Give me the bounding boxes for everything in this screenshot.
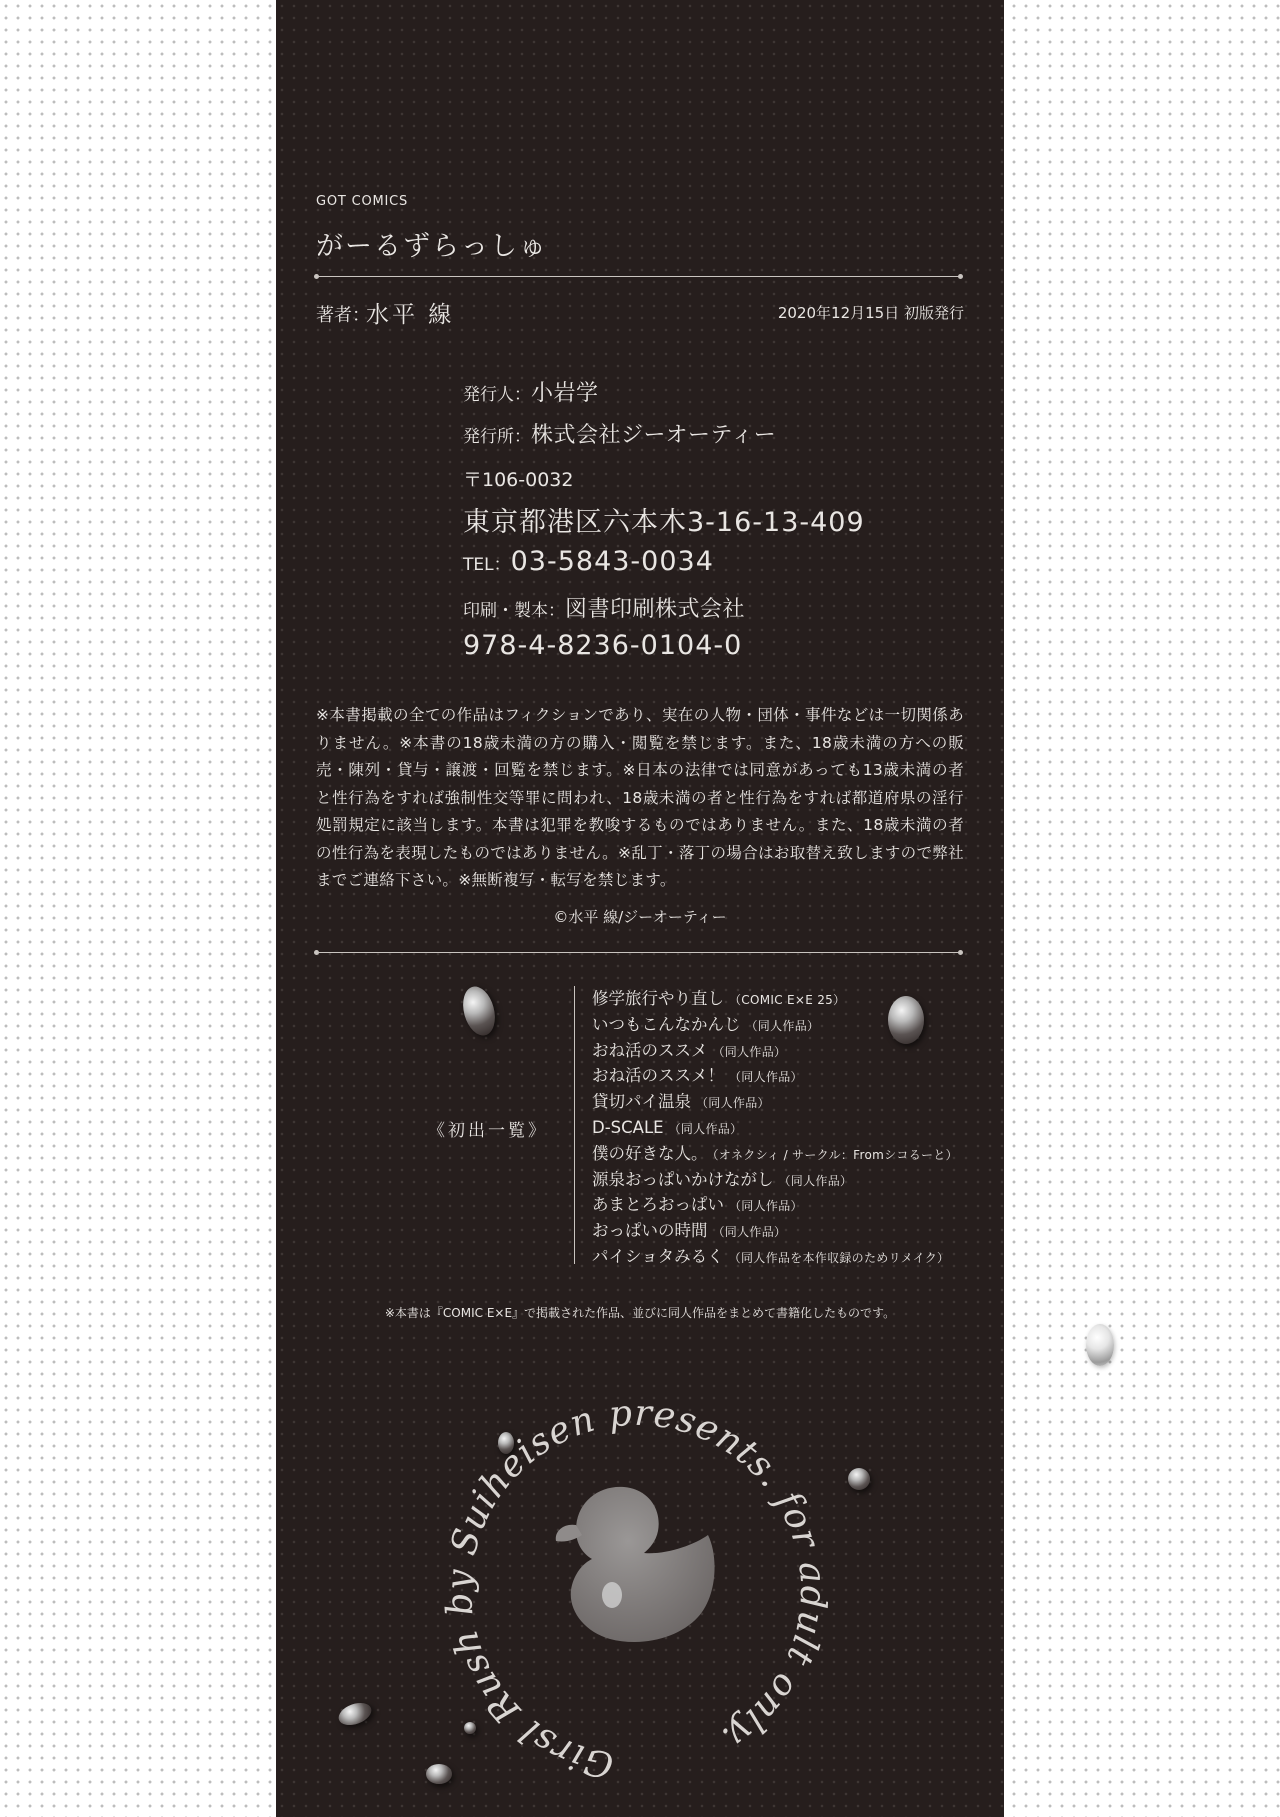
issuer-label: 発行所： [463, 427, 531, 447]
publisher-row [463, 376, 599, 407]
list-item: おね活のススメ （同人作品） [592, 1040, 787, 1060]
first-appearance-label: 《初出一覧》 [428, 1121, 548, 1141]
list-item: 貸切パイ温泉 （同人作品） [592, 1092, 770, 1112]
list-item: おね活のススメ！ （同人作品） [592, 1066, 803, 1086]
water-drop-icon [336, 1699, 375, 1729]
list-item: 修学旅行やり直し （COMIC E×E 25） [592, 989, 846, 1008]
list-item: いつもこんなかんじ （同人作品） [592, 1014, 820, 1034]
list-item: 源泉おっぱいかけながし （同人作品） [592, 1169, 853, 1189]
author-label: 著者： [316, 305, 370, 326]
legal-notice: ※本書掲載の全ての作品はフィクションであり、実在の人物・団体・事件などは一切関係ありません。※本書の18歳未満の方の購入・閲覧を禁じます。また、18歳未満の方への販売・陳列・貸与・譲渡・回覧を禁じます。※日本の法律では同意があっても13歳未満の者と性行為をすれば強制性交等罪に問われ、18歳未満の者と性行為をすれば都道府県の淫行処罰規定に該当します。本書は犯罪を教唆するものではありません。また、18歳未満の者の性行為を表現したものではありません。※乱丁・落丁の場合はお取替え致しますので弊社までご連絡下さい。※無断複写・転写を禁じます。 [316, 706, 964, 889]
tel-row [463, 546, 714, 577]
issuer-name: 株式会社ジーオーティー [531, 423, 777, 448]
emblem-text: Girsl Rush by Suiheisen presents. for adult only. [438, 1392, 834, 1785]
water-drop-icon [458, 983, 500, 1039]
list-item: D-SCALE （同人作品） [592, 1117, 743, 1137]
author-name: 水平 線 [366, 302, 455, 328]
address: 東京都港区六本木3-16-13-409 [463, 507, 865, 538]
postal-code: 〒106-0032 [463, 469, 574, 491]
tel-number: 03-5843-0034 [510, 546, 714, 577]
list-item: あまとろおっぱい （同人作品） [592, 1195, 803, 1215]
emblem [426, 1385, 846, 1785]
divider [316, 952, 961, 953]
series-name: GOT COMICS [316, 194, 409, 209]
list-item: パイショタみるく （同人作品を本作収録のためリメイク） [592, 1246, 950, 1266]
colophon-panel [276, 0, 1004, 1817]
water-drop-icon [888, 996, 924, 1044]
book-title: がーるずらっしゅ [316, 231, 548, 262]
publisher-name: 小岩学 [531, 381, 599, 406]
list-divider [574, 986, 575, 1264]
issuer-row [463, 418, 776, 449]
publication-date: 2020年12月15日 初版発行 [777, 304, 964, 322]
rubber-duck-icon [556, 1487, 715, 1642]
tel-label: TEL： [463, 555, 511, 575]
printer-name: 図書印刷株式会社 [565, 597, 746, 622]
collection-footnote: ※本書は『COMIC E×E』で掲載された作品、並びに同人作品をまとめて書籍化したものです。 [384, 1306, 896, 1320]
water-drop-icon [1086, 1324, 1114, 1366]
printer-row [463, 592, 745, 623]
list-item: 僕の好きな人。 （オネクシィ / サークル：Fromシコるーと） [592, 1143, 958, 1163]
publisher-label: 発行人： [463, 385, 531, 405]
list-item: おっぱいの時間 （同人作品） [592, 1221, 787, 1241]
copyright: ©水平 線/ジーオーティー [553, 908, 727, 926]
printer-label: 印刷・製本： [463, 601, 565, 621]
isbn: 978-4-8236-0104-0 [463, 630, 743, 661]
divider [316, 276, 961, 277]
water-drop-icon [848, 1468, 870, 1490]
